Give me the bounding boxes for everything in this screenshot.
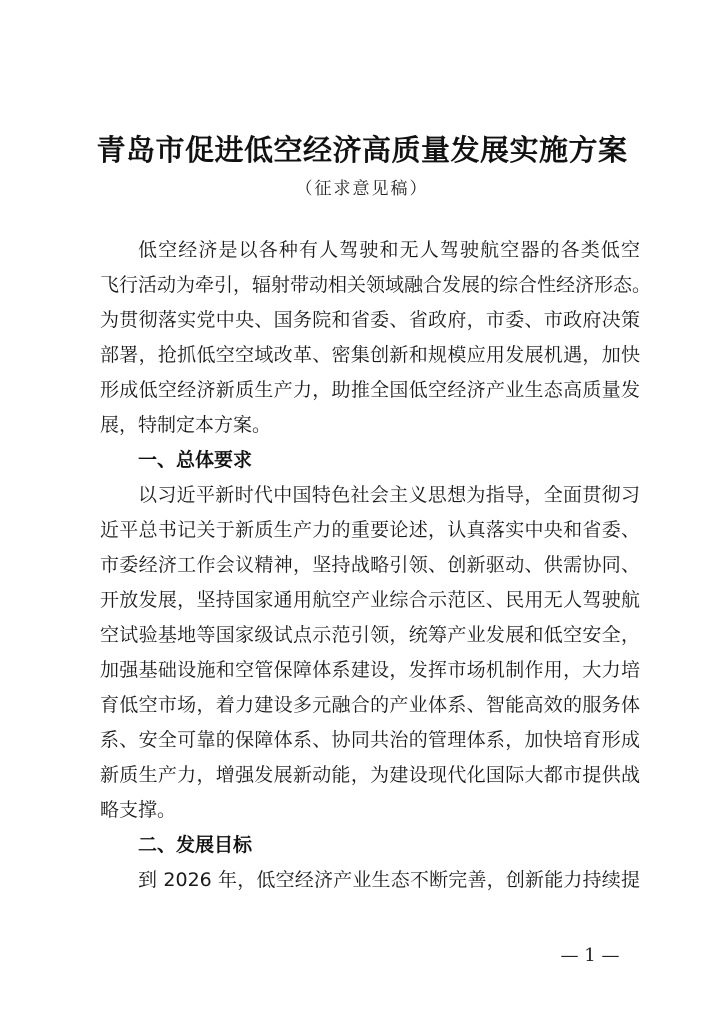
page-number: — 1 — — [560, 945, 620, 966]
section1-line: 略支撑。 — [100, 799, 177, 821]
section1-line: 系、安全可靠的保障体系、协同共治的管理体系，加快培育形成 — [100, 729, 640, 751]
intro-line: 形成低空经济新质生产力，助推全国低空经济产业生态高质量发 — [100, 379, 640, 401]
section1-line: 市委经济工作会议精神，坚持战略引领、创新驱动、供需协同、 — [100, 554, 640, 576]
section2-line: 到 2026 年，低空经济产业生态不断完善，创新能力持续提 — [138, 869, 640, 891]
document-title: 青岛市促进低空经济高质量发展实施方案 — [96, 133, 628, 167]
section1-line: 加强基础设施和空管保障体系建设，发挥市场机制作用，大力培 — [100, 659, 640, 681]
section1-line: 以习近平新时代中国特色社会主义思想为指导，全面贯彻习 — [138, 484, 640, 506]
intro-line: 飞行活动为牵引，辐射带动相关领域融合发展的综合性经济形态。 — [100, 274, 652, 296]
section-heading-general-requirements: 一、总体要求 — [138, 449, 253, 471]
section1-line: 育低空市场，着力建设多元融合的产业体系、智能高效的服务体 — [100, 694, 640, 716]
section1-line: 开放发展，坚持国家通用航空产业综合示范区、民用无人驾驶航 — [100, 589, 640, 611]
intro-line: 低空经济是以各种有人驾驶和无人驾驶航空器的各类低空 — [138, 239, 640, 261]
intro-line: 展，特制定本方案。 — [100, 414, 272, 436]
document-subtitle: （征求意见稿） — [295, 179, 429, 199]
intro-line: 部署，抢抓低空空域改革、密集创新和规模应用发展机遇，加快 — [100, 344, 640, 366]
section1-line: 新质生产力，增强发展新动能，为建设现代化国际大都市提供战 — [100, 764, 640, 786]
section-heading-development-goals: 二、发展目标 — [138, 834, 253, 856]
document-body — [100, 233, 652, 898]
section1-line: 空试验基地等国家级试点示范引领，统筹产业发展和低空安全， — [100, 624, 640, 646]
section1-line: 近平总书记关于新质生产力的重要论述，认真落实中央和省委、 — [100, 519, 640, 541]
intro-line: 为贯彻落实党中央、国务院和省委、省政府，市委、市政府决策 — [100, 309, 640, 331]
